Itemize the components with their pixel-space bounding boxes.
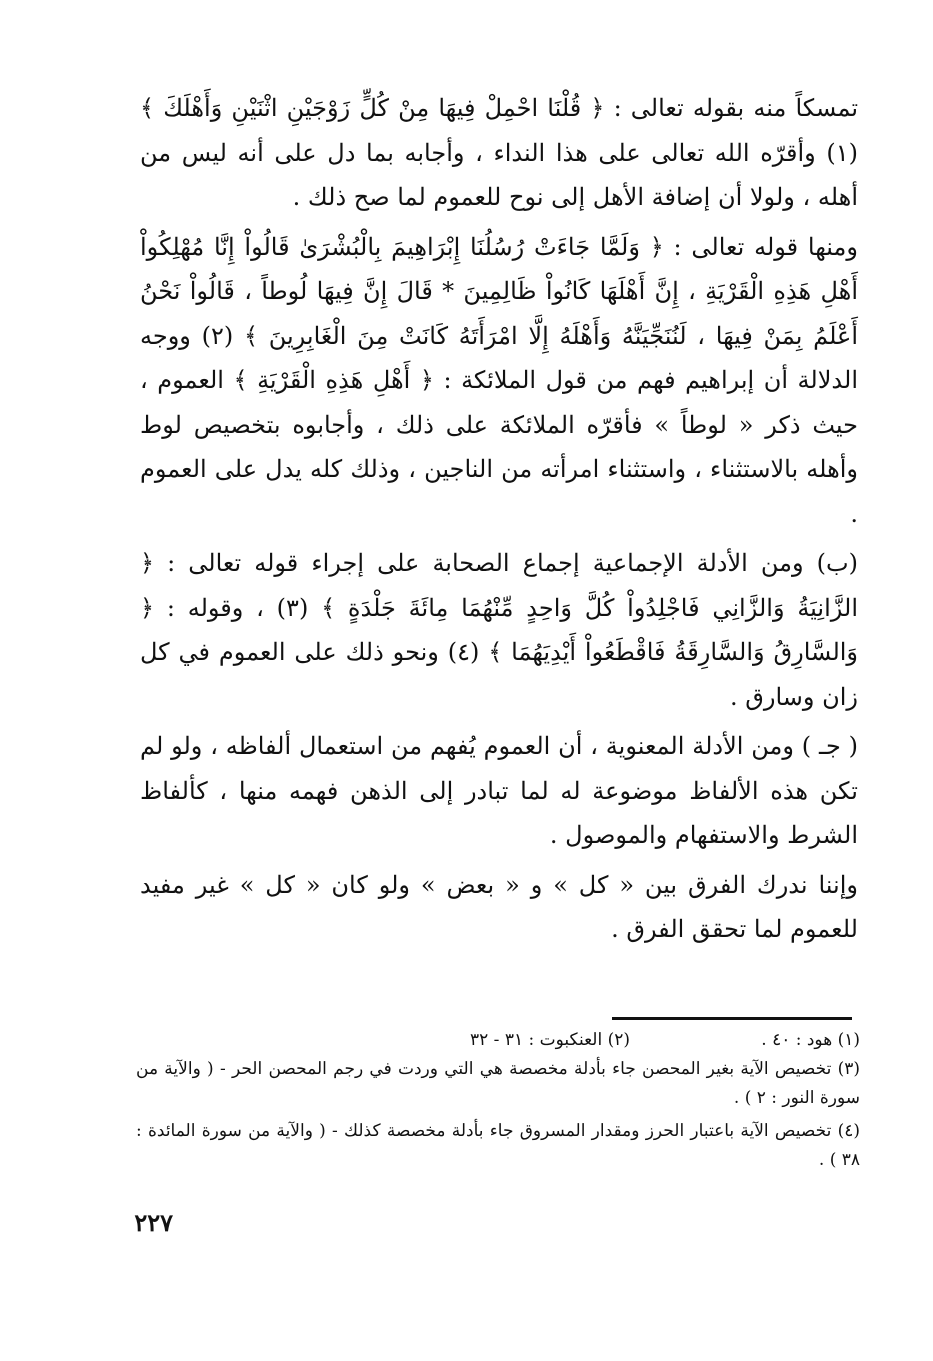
main-text [140, 86, 858, 952]
paragraph-2: ومنها قوله تعالى : ﴿ وَلَمَّا جَاءَتْ رُسُلُنَا إِبْرَاهِيمَ بِالْبُشْرَىٰ قَالُواْ إِنَّا مُهْلِكُواْ أَهْلِ هَذِهِ الْقَرْيَةِ ، إِنَّ أَهْلَهَا كَانُواْ ظَالِمِينَ * قَالَ إِنَّ فِيهَا لُوطاً ، قَالُواْ نَحْنُ أَعْلَمُ بِمَنْ فِيهَا ، لَنُنَجِّيَنَّهُ وَأَهْلَهُ إِلَّا امْرَأَتَهُ كَانَتْ مِنَ الْغَابِرِينَ ﴾ (٢) ووجه الدلالة أن إبراهيم فهم من قول الملائكة : ﴿ أَهْلِ هَذِهِ الْقَرْيَةِ ﴾ العموم ، حيث ذكر « لوطاً » فأقرّه الملائكة على ذلك ، وأجابوه بتخصيص لوط وأهله بالاستثناء ، واستثناء امرأته من الناجين ، وذلك كله يدل على العموم . [140, 232, 859, 528]
footnote-1: (١) هود : ٤٠ . [761, 1030, 860, 1050]
footnote-4: (٤) تخصيص الآية باعتبار الحرز ومقدار المسروق جاء بأدلة مخصصة كذلك - ( والآية من سورة المائدة : ٣٨ ) . [136, 1121, 860, 1170]
footnotes [136, 1026, 860, 1175]
footnote-row-1 [136, 1026, 860, 1055]
paragraph-3: (ب) ومن الأدلة الإجماعية إجماع الصحابة على إجراء قوله تعالى : ﴿ الزَّانِيَةُ وَالزَّانِي فَاجْلِدُواْ كُلَّ وَاحِدٍ مِّنْهُمَا مِائَةَ جَلْدَةٍ ﴾ (٣) ، وقوله : ﴿ وَالسَّارِقُ وَالسَّارِقَةُ فَاقْطَعُواْ أَيْدِيَهُمَا ﴾ (٤) ونحو ذلك على العموم في كل زان وسارق . [140, 549, 859, 711]
page-number: ٢٢٧ [134, 1208, 173, 1237]
paragraph-5: وإننا ندرك الفرق بين « كل » و « بعض » ولو كان « كل » غير مفيد للعموم لما تحقق الفرق . [140, 870, 858, 943]
footnote-separator [612, 1017, 852, 1020]
footnote-2: (٢) العنكبوت : ٣١ - ٣٢ [470, 1030, 630, 1050]
footnote-3: (٣) تخصيص الآية بغير المحصن جاء بأدلة مخصصة هي التي وردت في رجم المحصن الحر - ( والآية من سورة النور : ٢ ) . [136, 1059, 860, 1108]
paragraph-4: ( جـ ) ومن الأدلة المعنوية ، أن العموم يُفهم من استعمال ألفاظه ، ولو لم تكن هذه الألفاظ موضوعة له لما تبادر إلى الذهن فهمه منها ، كألفاظ الشرط والاستفهام والموصول . [140, 732, 858, 849]
paragraph-1: تمسكاً منه بقوله تعالى : ﴿ قُلْنَا احْمِلْ فِيهَا مِنْ كُلٍّ زَوْجَيْنِ اثْنَيْنِ وَأَهْلَكَ ﴾ (١) وأقرّه الله تعالى على هذا النداء ، وأجابه بما دل على أنه ليس من أهله ، ولولا أن إضافة الأهل إلى نوح للعموم لما صح ذلك . [140, 94, 858, 211]
